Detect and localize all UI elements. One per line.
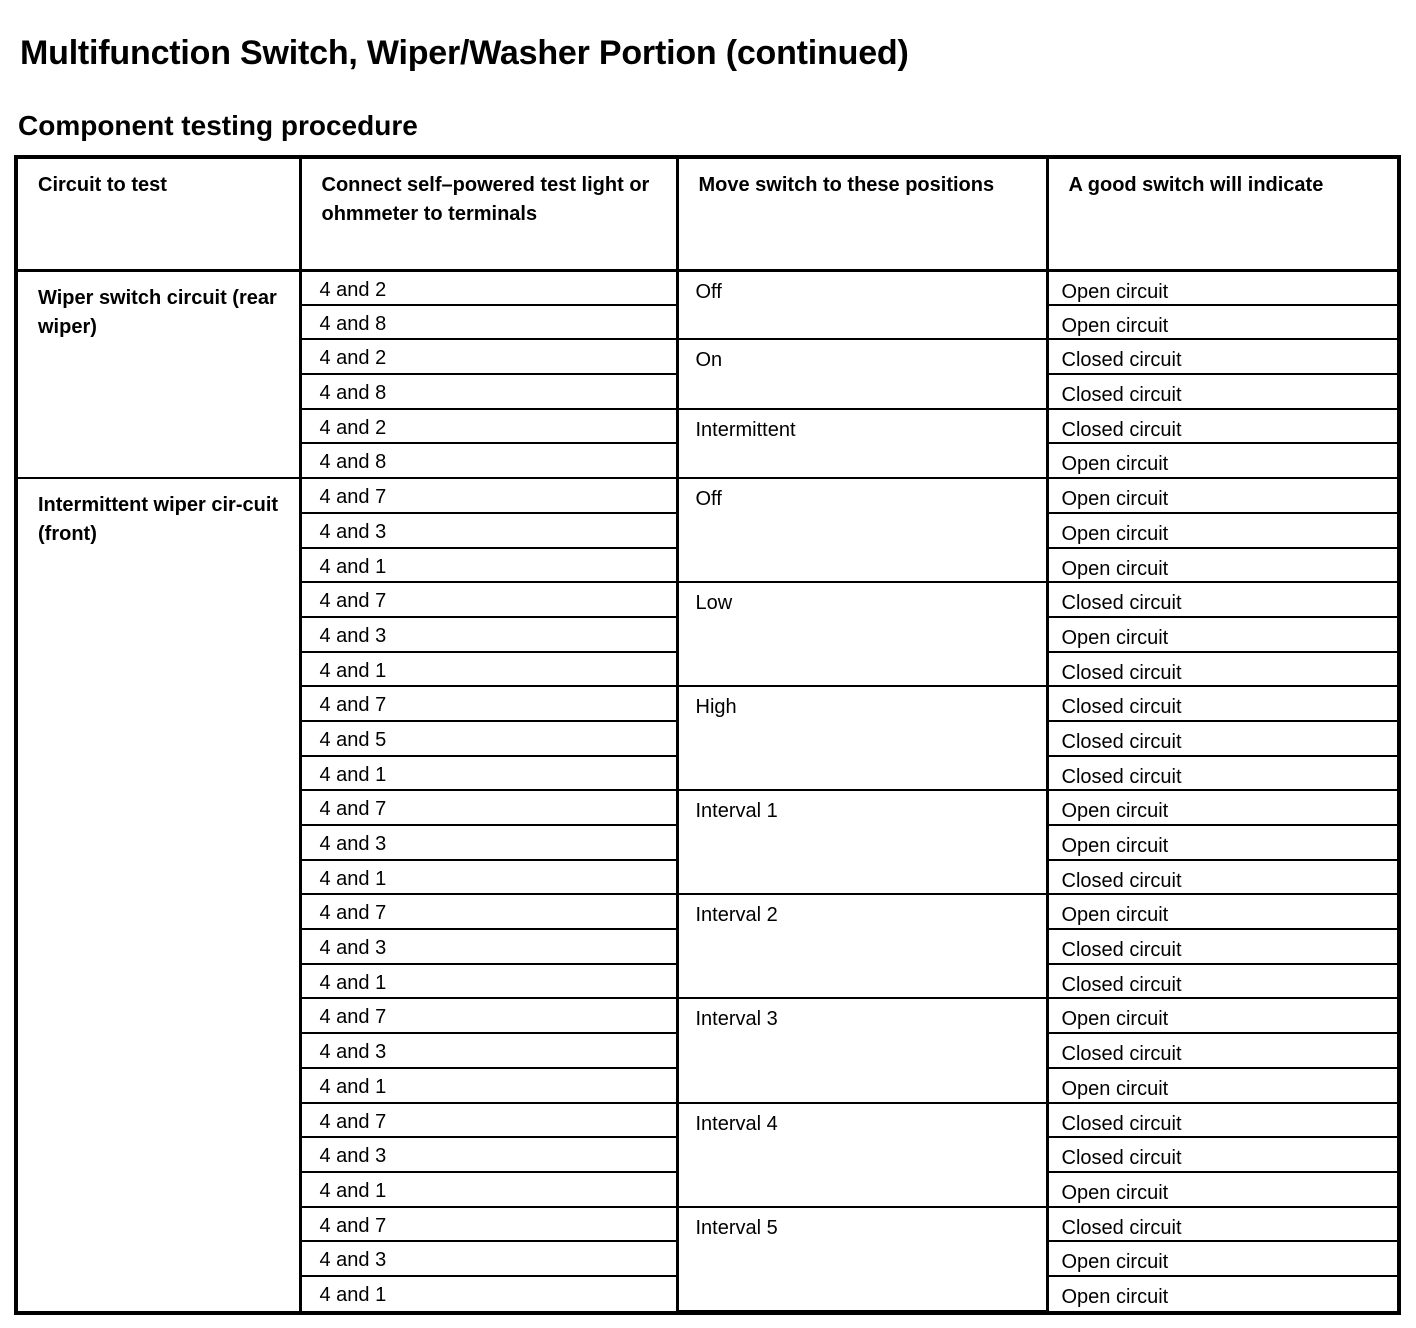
result-cell: Closed circuit: [1047, 1103, 1397, 1138]
switch-position-cell: Off: [677, 270, 1047, 339]
result-cell: Open circuit: [1047, 1172, 1397, 1207]
result-cell: Closed circuit: [1047, 374, 1397, 409]
switch-position-cell: Interval 5: [677, 1207, 1047, 1311]
result-cell: Open circuit: [1047, 825, 1397, 860]
terminals-cell: 4 and 3: [300, 825, 677, 860]
result-cell: Open circuit: [1047, 270, 1397, 305]
switch-position-cell: High: [677, 686, 1047, 790]
table-row: [18, 270, 1397, 305]
result-cell: Closed circuit: [1047, 686, 1397, 721]
terminals-cell: 4 and 1: [300, 1172, 677, 1207]
result-cell: Closed circuit: [1047, 339, 1397, 374]
result-cell: Closed circuit: [1047, 964, 1397, 999]
terminals-cell: 4 and 1: [300, 1276, 677, 1311]
result-cell: Open circuit: [1047, 443, 1397, 478]
terminals-cell: 4 and 2: [300, 270, 677, 305]
result-cell: Closed circuit: [1047, 1033, 1397, 1068]
terminals-cell: 4 and 3: [300, 617, 677, 652]
terminals-cell: 4 and 3: [300, 1241, 677, 1276]
switch-position-cell: Interval 4: [677, 1103, 1047, 1207]
terminals-cell: 4 and 1: [300, 1068, 677, 1103]
terminals-cell: 4 and 5: [300, 721, 677, 756]
table-header-row: [18, 159, 1397, 270]
switch-position-cell: Interval 1: [677, 790, 1047, 894]
component-testing-table: [18, 159, 1397, 1312]
result-cell: Closed circuit: [1047, 582, 1397, 617]
result-cell: Closed circuit: [1047, 756, 1397, 791]
switch-position-cell: Low: [677, 582, 1047, 686]
switch-position-cell: Intermittent: [677, 409, 1047, 478]
result-cell: Open circuit: [1047, 617, 1397, 652]
switch-position-cell: On: [677, 339, 1047, 408]
terminals-cell: 4 and 3: [300, 1137, 677, 1172]
terminals-cell: 4 and 7: [300, 894, 677, 929]
terminals-cell: 4 and 7: [300, 998, 677, 1033]
header-positions: Move switch to these positions: [677, 159, 1047, 270]
circuit-name: Wiper switch circuit (rear wiper): [18, 270, 300, 478]
result-cell: Closed circuit: [1047, 1207, 1397, 1242]
terminals-cell: 4 and 3: [300, 513, 677, 548]
result-cell: Open circuit: [1047, 1068, 1397, 1103]
terminals-cell: 4 and 1: [300, 548, 677, 583]
terminals-cell: 4 and 1: [300, 756, 677, 791]
terminals-cell: 4 and 7: [300, 1207, 677, 1242]
result-cell: Open circuit: [1047, 1276, 1397, 1311]
result-cell: Open circuit: [1047, 790, 1397, 825]
terminals-cell: 4 and 8: [300, 374, 677, 409]
switch-position-cell: Interval 3: [677, 998, 1047, 1102]
terminals-cell: 4 and 2: [300, 409, 677, 444]
terminals-cell: 4 and 1: [300, 964, 677, 999]
terminals-cell: 4 and 3: [300, 929, 677, 964]
result-cell: Closed circuit: [1047, 1137, 1397, 1172]
table-body: [18, 270, 1397, 1311]
terminals-cell: 4 and 2: [300, 339, 677, 374]
result-cell: Open circuit: [1047, 513, 1397, 548]
circuit-name: Intermittent wiper cir-cuit (front): [38, 494, 279, 546]
result-cell: Open circuit: [1047, 548, 1397, 583]
terminals-cell: 4 and 7: [300, 790, 677, 825]
terminals-cell: 4 and 1: [300, 860, 677, 895]
result-cell: Open circuit: [1047, 894, 1397, 929]
terminals-cell: 4 and 8: [300, 443, 677, 478]
result-cell: Open circuit: [1047, 305, 1397, 340]
result-cell: Closed circuit: [1047, 652, 1397, 687]
result-cell: Closed circuit: [1047, 721, 1397, 756]
terminals-cell: 4 and 7: [300, 478, 677, 513]
section-subtitle: Component testing procedure: [18, 110, 418, 141]
result-cell: Closed circuit: [1047, 929, 1397, 964]
terminals-cell: 4 and 8: [300, 305, 677, 340]
table-row: [18, 478, 1397, 513]
testing-table-frame: [14, 155, 1401, 1315]
terminals-cell: 4 and 1: [300, 652, 677, 687]
terminals-cell: 4 and 7: [300, 1103, 677, 1138]
header-circuit: Circuit to test: [18, 159, 300, 270]
switch-position-cell: Off: [677, 478, 1047, 582]
result-cell: Open circuit: [1047, 998, 1397, 1033]
terminals-cell: 4 and 7: [300, 686, 677, 721]
terminals-cell: 4 and 7: [300, 582, 677, 617]
switch-position-cell: Interval 2: [677, 894, 1047, 998]
result-cell: Open circuit: [1047, 478, 1397, 513]
result-cell: Closed circuit: [1047, 409, 1397, 444]
result-cell: Open circuit: [1047, 1241, 1397, 1276]
page-title: Multifunction Switch, Wiper/Washer Portion (continued): [20, 34, 909, 72]
terminals-cell: 4 and 3: [300, 1033, 677, 1068]
result-cell: Closed circuit: [1047, 860, 1397, 895]
header-indication: A good switch will indicate: [1047, 159, 1397, 270]
header-terminals: Connect self–powered test light or ohmmeter to terminals: [300, 159, 677, 270]
